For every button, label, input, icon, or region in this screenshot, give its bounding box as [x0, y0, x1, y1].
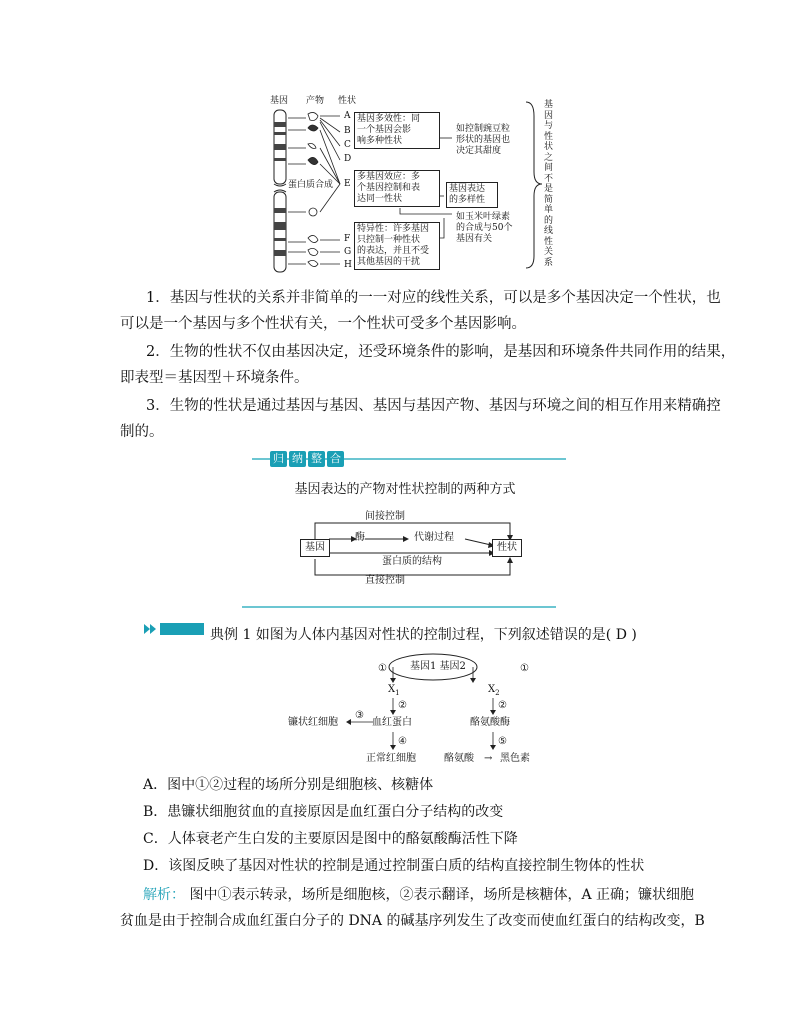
normal-cell-label: 正常红细胞 — [366, 753, 416, 764]
trait-letter-c: C — [344, 140, 351, 150]
option-a: A．图中①②过程的场所分别是细胞核、核糖体 — [143, 777, 434, 793]
step-5-label: ⑤ — [498, 736, 507, 747]
brace-side-text: 基因与性状之间不是简单的线性关系 — [544, 100, 554, 268]
option-c: C．人体衰老产生白发的主要原因是图中的酪氨酸酶活性下降 — [143, 831, 518, 847]
trait-letter-b: B — [344, 126, 351, 136]
indirect-control-label: 间接控制 — [365, 511, 405, 522]
step-2-label: ② — [398, 700, 407, 711]
pleiotropy-box: 基因多效性：同 一个基因会影 响多种性状 — [354, 112, 440, 149]
tyrosine-label: 酪氨酸 — [444, 753, 474, 764]
summary-badge: 归 纳 整 合 — [270, 451, 344, 468]
gene-box: 基因 — [300, 539, 330, 557]
trait-box: 性状 — [492, 539, 522, 557]
tyrosinase-label: 酪氨酸酶 — [470, 717, 510, 728]
analysis: 解析： 图中①表示转录，场所是细胞核，②表示翻译，场所是核糖体，A 正确；镰状细胞 贫血是由于控制合成血红蛋白分子的 DNA 的碱基序列发生了改变而使血红蛋白的结构改变，B — [120, 887, 705, 929]
summary-title: 基因表达的产物对性状控制的两种方式 — [294, 482, 516, 497]
trait-letter-a: A — [344, 111, 351, 121]
hemoglobin-label: 血红蛋白 — [372, 717, 412, 728]
step-1b-label: ① — [520, 663, 529, 674]
gene-trait-figure — [260, 92, 560, 277]
sickle-cell-label: 镰状红细胞 — [288, 717, 338, 728]
example-marker-icon — [144, 622, 206, 636]
polygenic-box: 多基因效应：多 个基因控制和表 达同一性状 — [354, 170, 440, 207]
option-d: D．该图反映了基因对性状的控制是通过控制蛋白质的结构直接控制生物体的性状 — [143, 858, 645, 874]
point-1: 1．基因与性状的关系并非简单的一一对应的线性关系，可以是多个基因决定一个性状，也 可以是一个基因与多个性状有关，一个性状可受多个基因影响。 — [120, 290, 721, 332]
to-arrow: → — [484, 753, 493, 764]
step-3-label: ③ — [355, 710, 364, 721]
pea-note: 如控制豌豆粒 形状的基因也 决定其甜度 — [456, 124, 511, 156]
x1-label: $X_1$ — [388, 684, 400, 697]
metabolism-label: 代谢过程 — [414, 532, 454, 543]
brace — [526, 102, 542, 268]
enzyme-label: 酶 — [355, 532, 365, 543]
trait-letter-e: E — [344, 179, 351, 189]
col-gene-label: 基因 — [270, 96, 289, 106]
genes-ellipse-label: 基因1 基因2 — [410, 661, 466, 672]
option-b: B．患镰状细胞贫血的直接原因是血红蛋白分子结构的改变 — [143, 804, 504, 820]
protein-synthesis-label: 蛋白质合成 — [288, 180, 334, 190]
point-3: 3．生物的性状是通过基因与基因、基因与基因产物、基因与环境之间的相互作用来精确控 制的。 — [120, 398, 721, 440]
x2-label: $X_2$ — [488, 684, 500, 697]
trait-letter-h: H — [344, 260, 352, 270]
gene-arrows — [288, 118, 306, 264]
protein-structure-label: 蛋白质的结构 — [382, 556, 442, 567]
step-1-label: ① — [378, 663, 387, 674]
melanin-label: 黑色素 — [500, 753, 530, 764]
expression-diversity-box: 基因表达 的多样性 — [446, 182, 498, 208]
direct-control-label: 直接控制 — [365, 575, 405, 586]
point-2: 2．生物的性状不仅由基因决定，还受环境条件的影响，是基因和环境条件共同作用的结果， 即表型＝基因型＋环境条件。 — [120, 344, 736, 386]
trait-letter-g: G — [344, 247, 352, 257]
col-trait-label: 性状 — [338, 96, 357, 106]
trait-letter-d: D — [344, 154, 352, 164]
trait-letter-f: F — [344, 234, 351, 244]
analysis-label: 解析： — [143, 887, 185, 903]
col-product-label: 产物 — [306, 96, 325, 106]
corn-note: 如玉米叶绿素 的合成与50个 基因有关 — [456, 212, 513, 244]
step-4-label: ④ — [398, 736, 407, 747]
step-2b-label: ② — [498, 700, 507, 711]
example-question: 典例 1 如图为人体内基因对性状的控制过程，下列叙述错误的是( D ) — [210, 627, 637, 643]
specificity-box: 特异性：许多基因 只控制一种性状 的表达，并且不受 其他基因的干扰 — [354, 222, 440, 270]
